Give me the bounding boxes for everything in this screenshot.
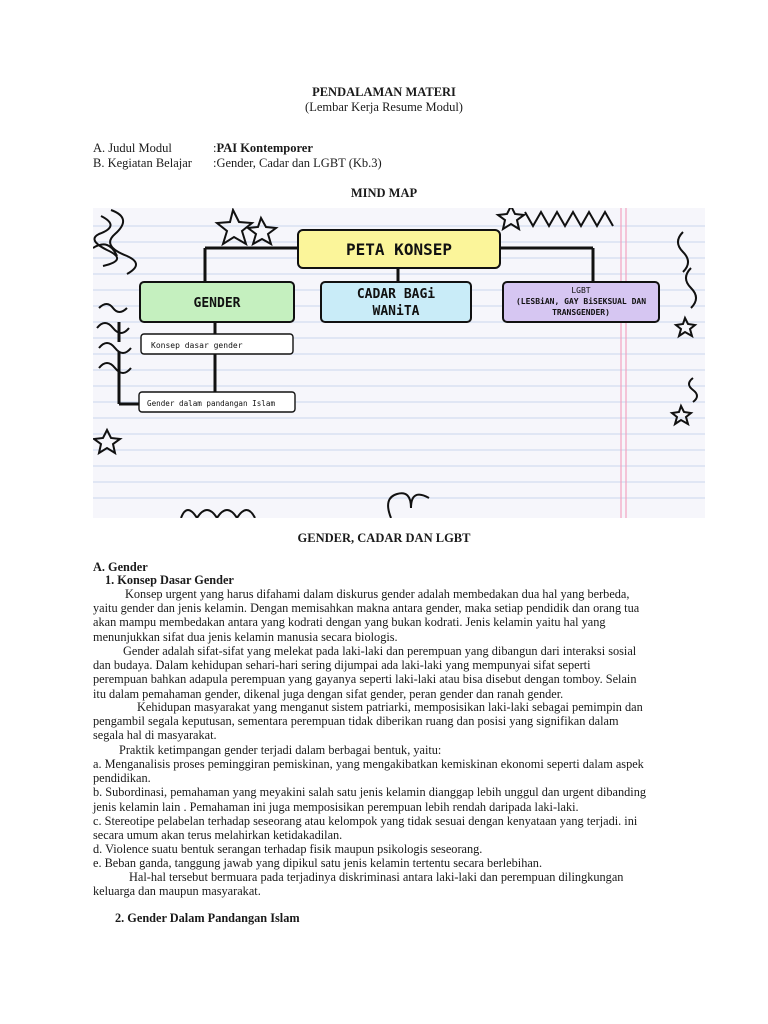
sub-node-2-label: Gender dalam pandangan Islam (147, 399, 276, 408)
activity-row: B. Kegiatan Belajar :Gender, Cadar dan LGBT (Kb.3) (93, 156, 382, 170)
page-subtitle: (Lembar Kerja Resume Modul) (305, 100, 463, 114)
list-item: b. Subordinasi, pemahaman yang meyakini salah satu jenis kelamin dianggap lebih unggul dan urgent dibanding (93, 785, 647, 800)
gender-node-label: GENDER (193, 296, 241, 311)
activity-label: B. Kegiatan Belajar (93, 156, 192, 170)
sub-node-1-label: Konsep dasar gender (151, 341, 243, 350)
paragraph-5 (93, 870, 677, 898)
list-item: a. Menganalisis proses peminggiran pemiskinan, yang mengakibatkan kemiskinan ekonomi seperti dalam aspek (93, 757, 644, 771)
paragraph-line: yaitu gender dan jenis kelamin. Dengan memisahkan makna antara gender, maka setiap pendidik dan orang tua (93, 601, 640, 616)
mind-map (93, 208, 705, 518)
paragraph-line: keluarga dan maupun masyarakat. (93, 884, 261, 899)
cadar-node-label-2: WANiTA (372, 304, 420, 319)
paragraph-line: itu dalam pemahaman gender, dikenal juga dengan sifat gender, peran gender dan ranah gender. (93, 686, 564, 701)
list-item: e. Beban ganda, tanggung jawab yang dipikul satu jenis kelamin tertentu secara berlebihan. (93, 856, 543, 871)
module-value: PAI Kontemporer (216, 141, 313, 155)
list-item: pendidikan. (93, 771, 151, 786)
list-item: d. Violence suatu bentuk serangan terhadap fisik maupun psikologis seseorang. (93, 842, 483, 857)
module-row: A. Judul Modul :PAI Kontemporer (93, 141, 313, 155)
mind-map-drawing (93, 208, 705, 518)
list-item: secara umum akan terus melahirkan ketidakadilan. (93, 828, 343, 843)
lgbt-node-label-1: LGBT (571, 286, 591, 295)
list-item: jenis kelamin lain . Pemahaman ini juga memposisikan perempuan lebih rendah daripada laki-laki. (93, 799, 579, 814)
paragraph-line: Konsep urgent yang harus difahami dalam diskurus gender adalah membedakan dua hal yang berbeda, (125, 587, 630, 601)
page-title: PENDALAMAN MATERI (312, 85, 456, 99)
paragraph-line: menunjukkan sifat dua jenis kelamin manusia secara biologis. (93, 629, 398, 644)
section-a-heading: A. Gender (93, 560, 148, 574)
paragraph-1 (93, 587, 677, 644)
paragraph-line: Hal-hal tersebut bermuara pada terjadinya diskriminasi antara laki-laki dan perempuan dilingkungan (129, 870, 624, 884)
paragraph-line: segala hal di masyarakat. (93, 728, 217, 743)
cadar-node-label-1: CADAR BAGi (356, 287, 436, 302)
paragraph-line: Kehidupan masyarakat yang menganut sistem patriarki, memposisikan laki-laki sebagai pemimpin dan (137, 700, 643, 714)
mindmap-heading: MIND MAP (350, 186, 418, 200)
subsection-2-heading: 2. Gender Dalam Pandangan Islam (115, 911, 300, 925)
subsection-1-heading: 1. Konsep Dasar Gender (105, 573, 234, 587)
paragraph-line: dan budaya. Dalam kehidupan sehari-hari sering dijumpai ada laki-laki yang mempunyai sifat seperti (93, 658, 591, 673)
paragraph-3 (93, 700, 677, 743)
paragraph-line: Gender adalah sifat-sifat yang melekat pada laki-laki dan perempuan yang dibangun dari interaksi sosial (123, 644, 637, 658)
activity-value: Gender, Cadar dan LGBT (Kb.3) (216, 156, 382, 170)
zigzag-icon (525, 212, 613, 226)
root-node-label: PETA KONSEP (346, 240, 452, 259)
paragraph-line: akan mampu membedakan antara yang kodrati dengan yang bukan kodrati. Jenis kelamin yaitu hal yang (93, 615, 606, 630)
list-item: c. Stereotipe pelabelan terhadap seseorang atau kelompok yang tidak sesuai dengan kenyataan yang terjadi. ini (93, 813, 638, 828)
module-label: A. Judul Modul (93, 141, 172, 155)
lgbt-node-label-2: (LESBiAN, GAY BiSEKSUAL DAN (515, 297, 647, 306)
paragraph-4: Praktik ketimpangan gender terjadi dalam berbagai bentuk, yaitu: (119, 743, 442, 757)
inequality-list (93, 757, 677, 871)
paragraph-line: pengambil segala keputusan, sementara perempuan tidak diberikan ruang dan posisi yang signifikan dalam (93, 714, 619, 729)
section-title: GENDER, CADAR DAN LGBT (297, 531, 471, 545)
paragraph-line: perempuan bahkan adapula perempuan yang gayanya seperti laki-laki atau bisa disebut dengan tomboy. Selain (93, 672, 637, 687)
lgbt-node-label-3: TRANSGENDER) (552, 308, 610, 317)
paragraph-2 (93, 644, 677, 701)
